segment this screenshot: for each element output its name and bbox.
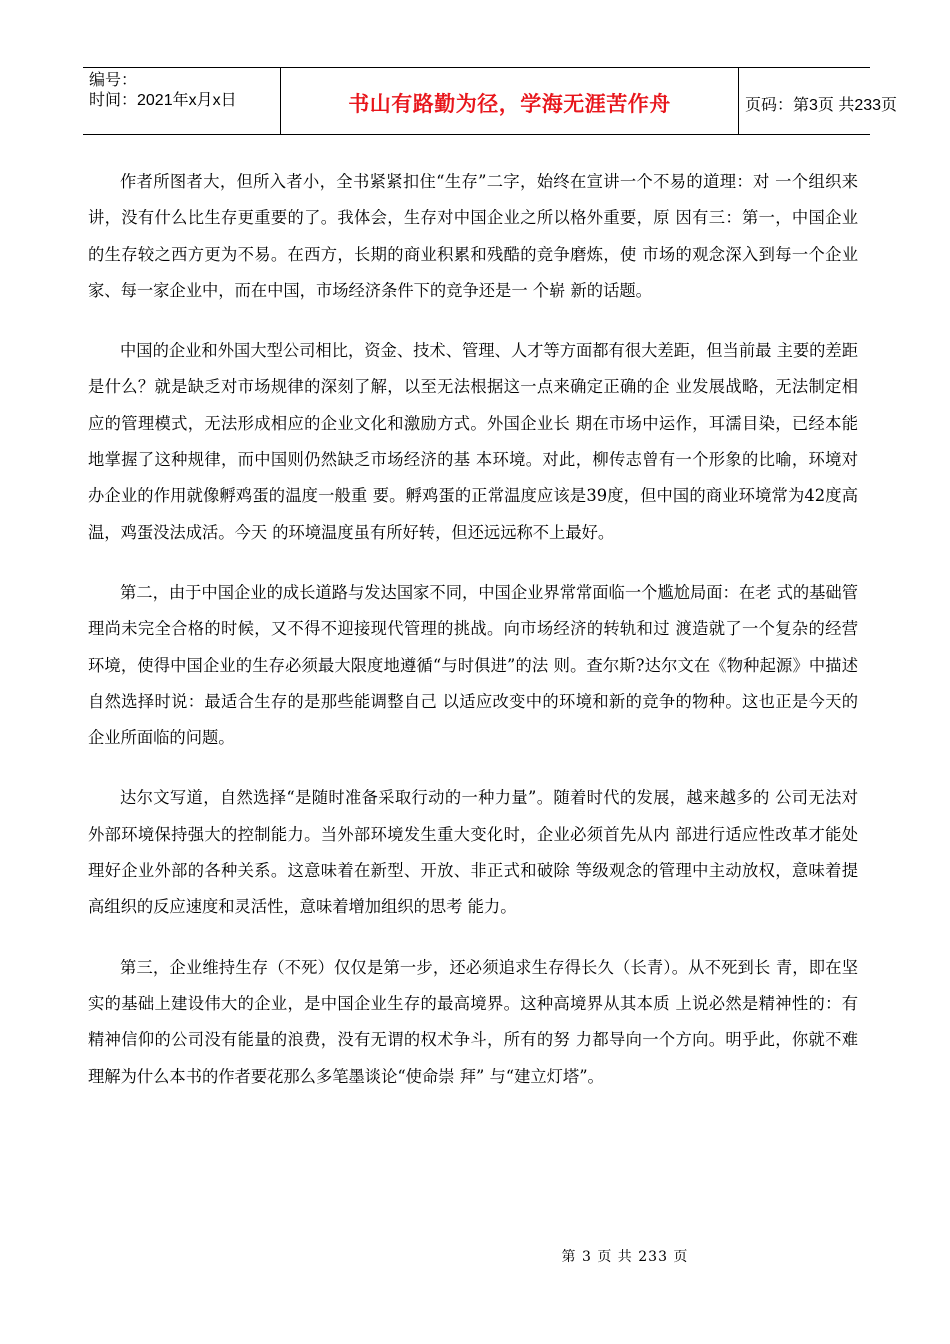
paragraph: 第二，由于中国企业的成长道路与发达国家不同，中国企业界常常面临一个尴尬局面：在老 式的基础管理尚未完全合格的时候，又不得不迎接现代管理的挑战。向市场经济的转轨和过 渡造就了一个复杂的经营环境，使得中国企业的生存必须最大限度地遵循“与时俱进”的法 则。查尔斯?达尔文在《物种起源》中描述自然选择时说：最适合生存的是那些能调整自己 以适应改变中的环境和新的竞争的物种。这也正是今天的企业所面临的问题。 xyxy=(88,582,858,748)
header-page-info-cell xyxy=(739,68,898,134)
paragraph: 作者所图者大，但所入者小，全书紧紧扣住“生存”二字，始终在宣讲一个不易的道理：对 一个组织来讲，没有什么比生存更重要的了。我体会，生存对中国企业之所以格外重要，原 因有三：第一，中国企业的生存较之西方更为不易。在西方，长期的商业积累和残酷的竞争磨炼，使 市场的观念深入到每一个企业家、每一家企业中，而在中国，市场经济条件下的竞争还是一 个崭 新的话题。 xyxy=(88,172,858,300)
paragraph: 中国的企业和外国大型公司相比，资金、技术、管理、人才等方面都有很大差距，但当前最 主要的差距是什么？就是缺乏对市场规律的深刻了解，以至无法根据这一点来确定正确的企 业发展战略，无法制定相应的管理模式，无法形成相应的企业文化和激励方式。外国企业长 期在市场中运作，耳濡目染，已经本能地掌握了这种规律，而中国则仍然缺乏市场经济的基 本环境。对此，柳传志曾有一个形象的比喻，环境对办企业的作用就像孵鸡蛋的温度一般重 要。孵鸡蛋的正常温度应该是39度，但中国的商业环境常为42度高温，鸡蛋没法成活。今天 的环境温度虽有所好转，但还远远称不上最好。 xyxy=(88,341,858,542)
document-date-label: 时间：2021年x月x日 xyxy=(89,92,237,109)
document-number-label: 编号： xyxy=(89,72,138,89)
paragraph: 第三，企业维持生存（不死）仅仅是第一步，还必须追求生存得长久（长青）。从不死到长 青，即在坚实的基础上建设伟大的企业，是中国企业生存的最高境界。这种高境界从其本质 上说必然是精神性的：有精神信仰的公司没有能量的浪费，没有无谓的权术争斗，所有的努 力都导向一个方向。明乎此，你就不难理解为什么本书的作者要花那么多笔墨谈论“使命崇 拜” 与“建立灯塔”。 xyxy=(88,957,858,1086)
page-footer xyxy=(0,1246,950,1266)
header-motto-cell xyxy=(281,68,739,134)
header-meta-cell xyxy=(83,68,281,134)
body-content xyxy=(88,164,858,1119)
header-motto: 书山有路勤为径，学海无涯苦作舟 xyxy=(348,92,671,116)
paragraph: 达尔文写道，自然选择“是随时准备采取行动的一种力量”。随着时代的发展，越来越多的 公司无法对外部环境保持强大的控制能力。当外部环境发生重大变化时，企业必须首先从内 部进行适应性改革才能处理好企业外部的各种关系。这意味着在新型、开放、非正式和破除 等级观念的管理中主动放权，意味着提高组织的反应速度和灵活性，意味着增加组织的思考 能力。 xyxy=(88,788,858,917)
header-page-info: 页码：第3页 共233页 xyxy=(745,96,898,114)
footer-page-number: 第 3 页 共 233 页 xyxy=(561,1249,689,1265)
page-header xyxy=(83,67,898,135)
